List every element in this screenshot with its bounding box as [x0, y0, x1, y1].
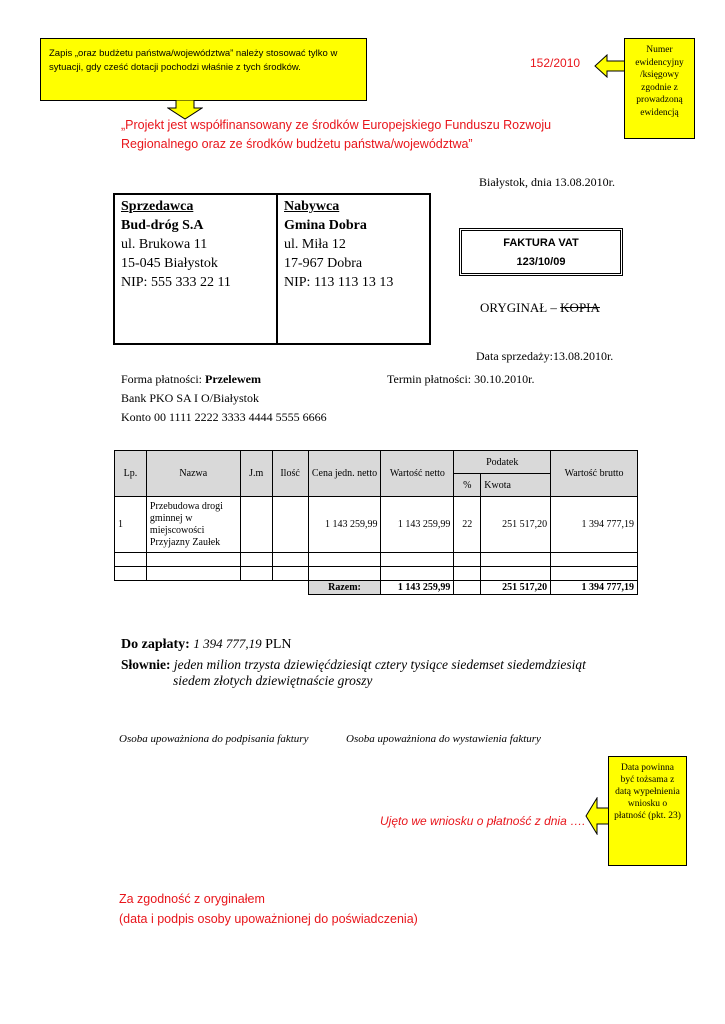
- payment-form-value: Przelewem: [205, 372, 261, 386]
- header-net-value: Wartość netto: [381, 451, 454, 497]
- table-header-row: [115, 451, 638, 474]
- note-date-requirement: [608, 756, 687, 866]
- cell-tax-pct: 22: [454, 497, 481, 553]
- project-statement: [121, 116, 551, 154]
- signature-sign-label: Osoba upoważniona do podpisania faktury: [119, 733, 309, 745]
- project-statement-line-2: Regionalnego oraz ze środków budżetu państwa/województwa”: [121, 137, 473, 151]
- payment-form-label: Forma płatności:: [121, 372, 202, 386]
- table-row: [115, 497, 638, 553]
- certify-line-1: Za zgodność z oryginałem: [119, 892, 265, 906]
- note-date-requirement-text: Data powinna być tożsama z datą wypełnienia wniosku o płatność (pkt. 23): [614, 763, 681, 821]
- payment-form: [121, 372, 261, 387]
- header-qty: Ilość: [272, 451, 308, 497]
- header-unit: J.m: [240, 451, 272, 497]
- copy-type-copy: KOPIA: [560, 300, 600, 315]
- included-note: Ujęto we wniosku o płatność z dnia ….: [380, 814, 586, 828]
- buyer-nip: NIP: 113 113 13 13: [284, 275, 394, 290]
- seller-nip: NIP: 555 333 22 11: [121, 275, 231, 290]
- in-words-label: Słownie:: [121, 657, 171, 672]
- bank-account: Konto 00 1111 2222 3333 4444 5555 6666: [121, 410, 327, 424]
- cell-unit: [240, 497, 272, 553]
- invoice-number: 123/10/09: [516, 256, 566, 268]
- to-pay-currency: PLN: [265, 637, 292, 652]
- seller-city: 15-045 Białystok: [121, 256, 218, 271]
- parties-box: [113, 193, 431, 345]
- bank-name: Bank PKO SA I O/Białystok: [121, 391, 260, 405]
- buyer-block: [278, 195, 429, 343]
- record-number: 152/2010: [530, 56, 581, 70]
- table-total-row: [115, 581, 638, 595]
- header-unit-price: Cena jedn. netto: [308, 451, 381, 497]
- signature-issue-label: Osoba upoważniona do wystawienia faktury: [346, 733, 541, 745]
- note-record-number-text: Numer ewidencyjny /księgowy zgodnie z prowadzoną ewidencją: [635, 45, 684, 118]
- in-words-line-2: siedem złotych dziewiętnaście groszy: [173, 673, 373, 688]
- items-table: [114, 450, 638, 595]
- payment-due: Termin płatności: 30.10.2010r.: [387, 372, 535, 386]
- in-words-line-2-wrap: [173, 673, 372, 689]
- invoice-title-box: [459, 228, 623, 276]
- cell-tax-amount: 251 517,20: [481, 497, 551, 553]
- cell-name: Przebudowa drogi gminnej w miejscowości Przyjazny Zaułek: [146, 497, 240, 553]
- seller-street: ul. Brukowa 11: [121, 237, 208, 252]
- table-row-empty: [115, 567, 638, 581]
- header-name: Nazwa: [146, 451, 240, 497]
- header-gross: Wartość brutto: [551, 451, 638, 497]
- cell-lp: 1: [115, 497, 147, 553]
- buyer-street: ul. Miła 12: [284, 237, 346, 252]
- to-pay-amount: 1 394 777,19: [193, 636, 262, 651]
- seller-name: Bud-dróg S.A: [121, 218, 204, 233]
- total-tax-amount: 251 517,20: [481, 581, 551, 595]
- note-budget-usage-text: Zapis „oraz budżetu państwa/województwa” należy stosować tylko w sytuacji, gdy cześć dotacji pochodzi właśnie z tych środków.: [49, 48, 338, 73]
- certify-line-2: (data i podpis osoby upoważnionej do poświadczenia): [119, 912, 418, 926]
- table-row-empty: [115, 553, 638, 567]
- header-lp: Lp.: [115, 451, 147, 497]
- header-tax-amount: Kwota: [481, 474, 551, 497]
- certify-block: [119, 889, 418, 929]
- seller-heading: Sprzedawca: [121, 199, 194, 214]
- in-words-line-1: jeden milion trzysta dziewięćdziesiąt cztery tysiące siedemset siedemdziesiąt: [173, 657, 586, 672]
- header-tax-pct: %: [454, 474, 481, 497]
- cell-net-value: 1 143 259,99: [381, 497, 454, 553]
- total-net-value: 1 143 259,99: [381, 581, 454, 595]
- cell-unit-price: 1 143 259,99: [308, 497, 381, 553]
- in-words: [121, 656, 621, 673]
- copy-type: [480, 300, 600, 316]
- note-record-number: [624, 38, 695, 139]
- sale-date: Data sprzedaży:13.08.2010r.: [476, 349, 614, 363]
- to-pay: [121, 636, 292, 653]
- total-gross: 1 394 777,19: [551, 581, 638, 595]
- cell-gross: 1 394 777,19: [551, 497, 638, 553]
- buyer-city: 17-967 Dobra: [284, 256, 363, 271]
- header-tax: Podatek: [454, 451, 551, 474]
- invoice-title: FAKTURA VAT: [503, 237, 579, 249]
- note-budget-usage: [40, 38, 367, 101]
- buyer-heading: Nabywca: [284, 199, 340, 214]
- seller-block: [115, 195, 278, 343]
- buyer-name: Gmina Dobra: [284, 218, 367, 233]
- cell-qty: [272, 497, 308, 553]
- place-date: Białystok, dnia 13.08.2010r.: [479, 175, 615, 189]
- to-pay-label: Do zapłaty:: [121, 637, 190, 652]
- copy-type-original: ORYGINAŁ –: [480, 300, 557, 315]
- total-label: Razem:: [308, 581, 381, 595]
- project-statement-line-1: „Projekt jest współfinansowany ze środków Europejskiego Funduszu Rozwoju: [121, 118, 552, 132]
- arrow-left-icon: [594, 54, 626, 78]
